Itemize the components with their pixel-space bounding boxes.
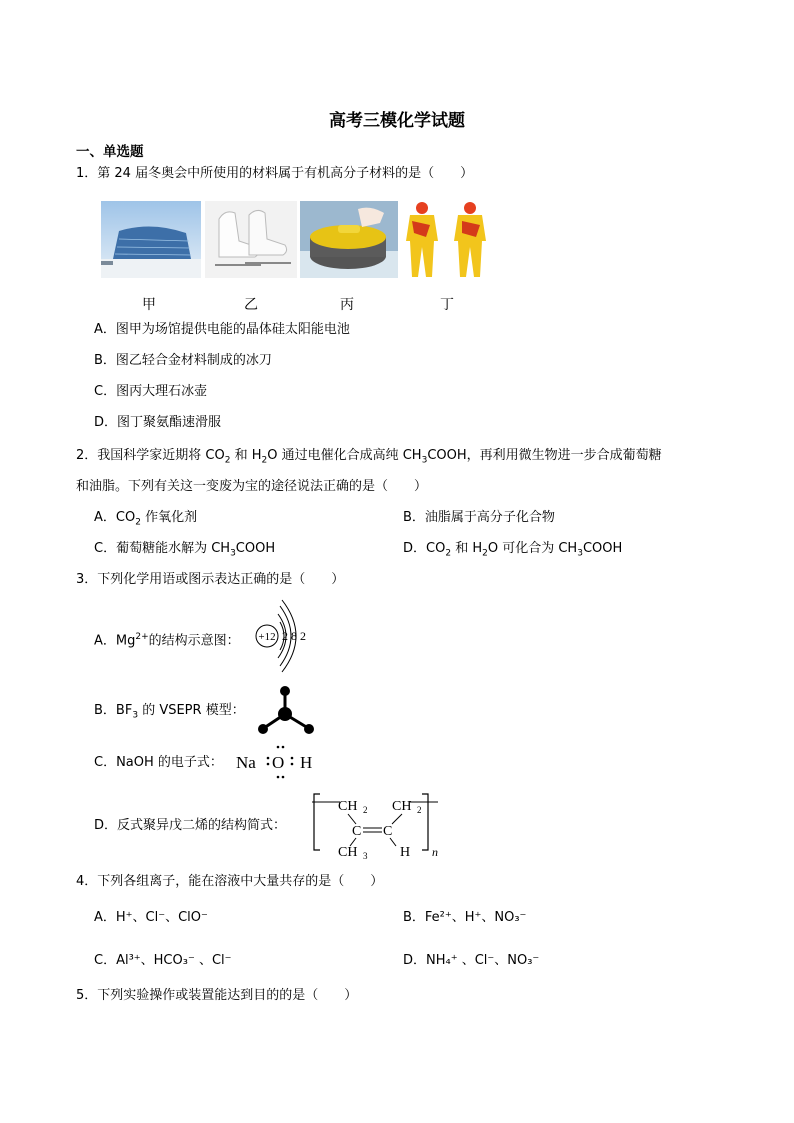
svg-text:CH: CH: [338, 845, 358, 860]
caption-yi: 乙: [244, 297, 258, 313]
svg-text:H: H: [300, 753, 313, 772]
q1-option-b: B．图乙轻合金材料制成的冰刀: [94, 353, 272, 368]
q3-option-d: D．反式聚异戊二烯的结构简式：: [94, 818, 287, 833]
svg-text:2: 2: [417, 805, 422, 815]
q2-option-c: C．葡萄糖能水解为 $CH_3COOH$: [94, 541, 276, 559]
svg-text:CH: CH: [338, 799, 358, 814]
svg-text:n: n: [432, 845, 438, 859]
caption-jia: 甲: [142, 297, 156, 313]
question-2-stem-line2: 和油脂。下列有关这一变废为宝的途径说法正确的是（ ）: [76, 479, 428, 494]
svg-text:CH: CH: [392, 799, 412, 814]
q4-option-a: A．H⁺、Cl⁻、ClO⁻: [94, 910, 208, 925]
question-3-stem: 3．下列化学用语或图示表达正确的是（ ）: [76, 572, 345, 587]
naoh-electron-formula: [234, 742, 324, 782]
caption-bing: 丙: [340, 297, 354, 313]
question-4-stem: 4．下列各组离子，能在溶液中大量共存的是（ ）: [76, 874, 384, 889]
q2-option-b: B．油脂属于高分子化合物: [403, 510, 555, 525]
svg-text:Na: Na: [236, 753, 256, 772]
q1-option-d: D．图丁聚氨酯速滑服: [94, 415, 222, 430]
section-heading: 一、单选题: [76, 144, 144, 160]
page-title: 高考三模化学试题: [329, 111, 465, 131]
image-yi-skates: [205, 201, 297, 278]
svg-text:H: H: [400, 845, 411, 860]
bf3-vsepr-model: [256, 684, 318, 738]
q3-option-a: A．$Mg^{2+}$的结构示意图：: [94, 632, 240, 649]
svg-text:C: C: [352, 824, 362, 839]
svg-text:2: 2: [363, 805, 368, 815]
question-1-stem: 1．第 24 届冬奥会中所使用的材料属于有机高分子材料的是（ ）: [76, 166, 474, 181]
svg-text:2 8 2: 2 8 2: [282, 629, 306, 643]
image-ding-speed-suit: [400, 201, 495, 278]
q3-option-b: B．$BF_3$ 的 VSEPR 模型：: [94, 703, 245, 721]
q4-option-b: B．Fe²⁺、H⁺、NO₃⁻: [403, 910, 527, 925]
q3-option-c: C．NaOH 的电子式：: [94, 755, 223, 770]
image-bing-curling-stone: [300, 201, 398, 278]
mg-ion-structure-diagram: [252, 598, 322, 674]
q1-option-c: C．图丙大理石冰壶: [94, 384, 208, 399]
q4-option-c: C．Al³⁺、HCO₃⁻ 、Cl⁻: [94, 953, 232, 968]
q1-option-a: A．图甲为场馆提供电能的晶体硅太阳能电池: [94, 322, 350, 337]
svg-text:O: O: [272, 753, 285, 772]
question-5-stem: 5．下列实验操作或装置能达到目的的是（ ）: [76, 988, 358, 1003]
caption-ding: 丁: [440, 297, 454, 313]
q4-option-d: D．NH₄⁺ 、Cl⁻、NO₃⁻: [403, 953, 540, 968]
trans-polyisoprene-structure: [310, 790, 450, 862]
q2-option-d: D．$CO_2$ 和 $H_2O$ 可化合为 $CH_3COOH$: [403, 541, 623, 559]
svg-text:C: C: [383, 824, 393, 839]
q2-option-a: A．$CO_2$ 作氧化剂: [94, 510, 198, 528]
image-jia-stadium: [101, 201, 201, 278]
svg-text:3: 3: [363, 851, 368, 861]
svg-text:+12: +12: [258, 631, 276, 643]
question-2-stem-line1: 2．我国科学家近期将 $CO_2$ 和 $H_2O$ 通过电催化合成高纯 $CH_3COOH$，再利用微生物进一步合成葡萄糖: [76, 448, 662, 466]
